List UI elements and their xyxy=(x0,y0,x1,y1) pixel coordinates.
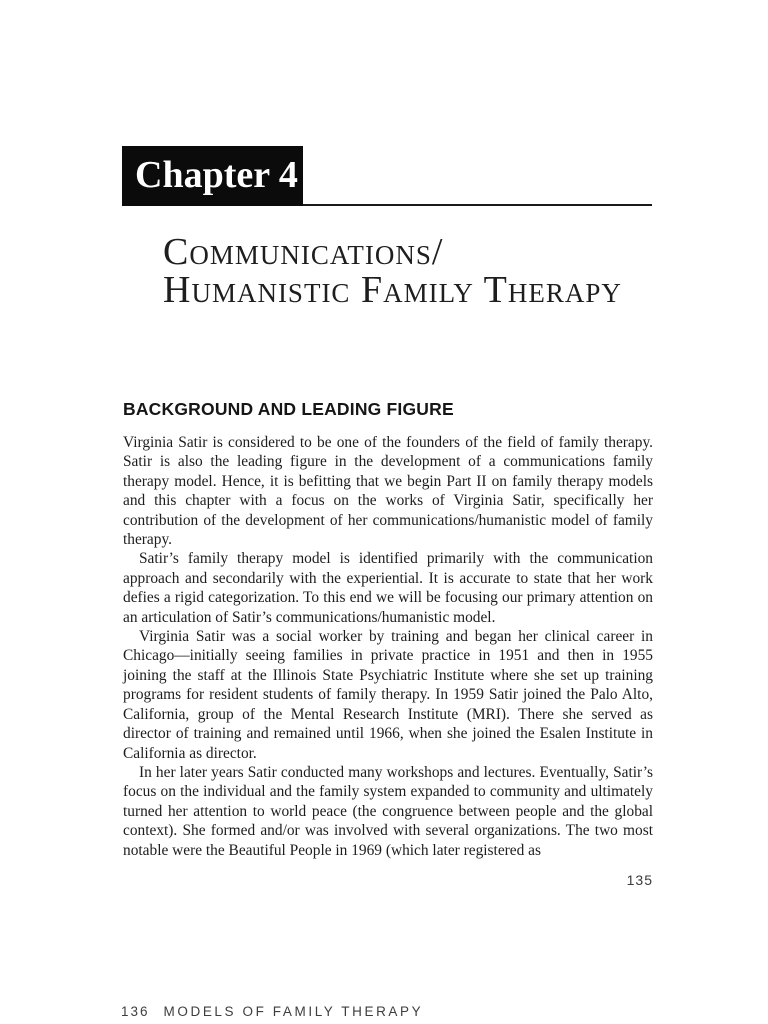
paragraph-2: Satir’s family therapy model is identified primarily with the communication approach and secondarily with the experiential. It is accurate to state that her work defies a rigid categorization. To this end we will be focusing our primary attention on an articulation of Satir’s communications/humanistic model. xyxy=(123,550,653,626)
chapter-rule-divider xyxy=(303,204,652,206)
paragraph-4: In her later years Satir conducted many workshops and lectures. Eventually, Satir’s focus on the individual and the family system expanded to community and ultimately turned her attention to world peace (the congruence between people and the global context). She formed and/or was involved with several organizations. The two most notable were the Beautiful People in 1969 (which later registered as xyxy=(123,763,653,859)
page-title-line-2: Humanistic Family Therapy xyxy=(163,268,622,311)
chapter-label: Chapter 4 xyxy=(135,154,298,196)
chapter-banner xyxy=(122,146,303,206)
section-heading: BACKGROUND AND LEADING FIGURE xyxy=(123,399,454,419)
page-number: 135 xyxy=(626,872,653,888)
paragraph-1: Virginia Satir is considered to be one of the founders of the field of family therapy. Satir is also the leading figure in the development of a communications family therapy model. Hence, it is befitting that we begin Part II on family therapy models and this chapter with a focus on the works of Virginia Satir, specifically her contribution of the development of her communications/humanistic model of family therapy. xyxy=(123,434,653,549)
page-title-line-1: Communications/ xyxy=(163,231,444,273)
paragraph-3: Virginia Satir was a social worker by training and began her clinical career in Chicago—initially seeing families in private practice in 1951 and then in 1955 joining the staff at the Illinois State Psychiatric Institute where she set up training programs for resident students of family therapy. In 1959 Satir joined the Palo Alto, California, group of the Mental Research Institute (MRI). There she served as director of training and remained until 1966, when she joined the Esalen Institute in California as director. xyxy=(123,628,653,762)
footer-running-title: MODELS OF FAMILY THERAPY xyxy=(163,1004,424,1019)
footer-page-number: 136 xyxy=(121,1004,150,1019)
running-footer xyxy=(121,1004,423,1019)
page-title xyxy=(163,231,622,311)
body-text xyxy=(123,433,653,860)
